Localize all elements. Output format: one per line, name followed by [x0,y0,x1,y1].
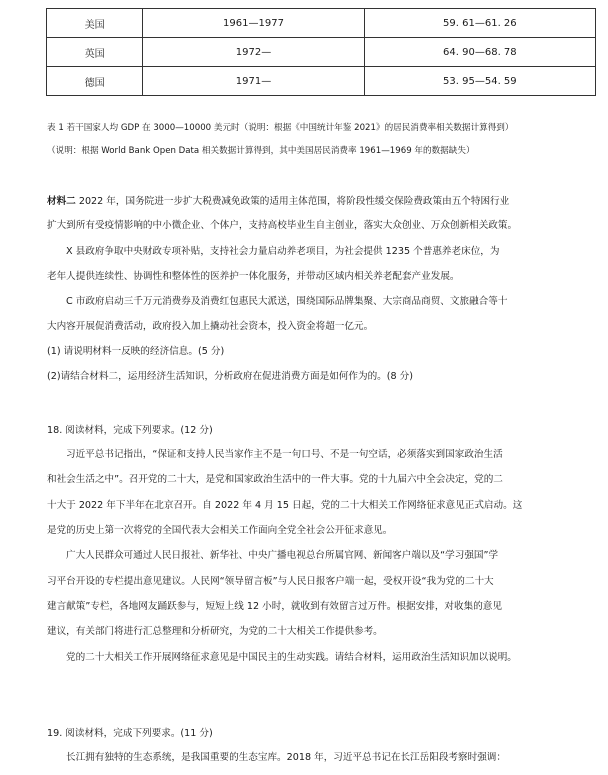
material-label: 材料二 [47,196,76,207]
q18-title: 18. 阅读材料，完成下列要求。(12 分) [47,425,213,436]
paragraph-line: 广大人民群众可通过人民日报社、新华社、中央广播电视总台所属官网、新闻客户端以及“学习强国”学 [66,550,499,561]
question-2: (2)请结合材料二，运用经济生活知识，分析政府在促进消费方面是如何作为的。(8 分) [47,371,414,382]
years-cell: 1972— [143,38,364,67]
country-cell: 德国 [47,67,143,96]
paragraph-line: 是党的历史上第一次将党的全国代表大会相关工作面向全党全社会公开征求意见。 [47,525,393,536]
paragraph-line: 扩大到所有受疫情影响的中小微企业、个体户，支持高校毕业生自主创业，落实大众创业、万众创新相关政策。 [47,220,518,231]
question-1: (1) 请说明材料一反映的经济信息。(5 分) [47,346,225,357]
paragraph-line: 建议，有关部门将进行汇总整理和分析研究，为党的二十大相关工作提供参考。 [47,626,383,637]
paragraph-line: 习近平总书记指出，“保证和支持人民当家作主不是一句口号、不是一句空话，必须落实到国家政治生活 [66,449,503,460]
paragraph-line: 习平台开设的专栏提出意见建议。人民网“领导留言板”与人民日报客户端一起，受权开设“我为党的二十大 [47,576,494,587]
q18-question: 党的二十大相关工作开展网络征求意见是中国民主的生动实践。请结合材料，运用政治生活知识加以说明。 [66,652,517,663]
paragraph-line: 和社会生活之中”。召开党的二十大，是党和国家政治生活中的一件大事。党的十九届六中全会决定，党的二 [47,474,503,485]
country-cell: 英国 [47,38,143,67]
paragraph-text: 2022 年，国务院进一步扩大税费减免政策的适用主体范围，将阶段性缓交保险费政策由五个特困行业 [78,196,510,207]
paragraph-line: 大内容开展促消费活动，政府投入加上撬动社会资本，投入资金将超一亿元。 [47,321,374,332]
table-caption: 表 1 若干国家人均 GDP 在 3000—10000 美元时（说明：根据《中国统计年鉴 2021》的居民消费率相关数据计算得到） [47,123,514,133]
range-cell: 53. 95—54. 59 [364,67,595,96]
range-cell: 59. 61—61. 26 [364,9,595,38]
consumption-rate-table [46,8,596,96]
paragraph-line: X 县政府争取中央财政专项补贴，支持社会力量启动养老项目，为社会提供 1235 个普惠养老床位，为 [66,246,500,257]
years-cell: 1961—1977 [143,9,364,38]
paragraph-line: 老年人提供连续性、协调性和整体性的医养护一体化服务，并带动区域内相关养老配套产业发展。 [47,271,460,282]
paragraph-line: C 市政府启动三千万元消费券及消费红包惠民大派送，围绕国际品牌集聚、大宗商品商贸、文旅融合等十 [66,296,508,307]
years-cell: 1971— [143,67,364,96]
table-row [47,9,596,38]
paragraph-line: 建言献策”专栏，各地网友踊跃参与，短短上线 12 小时，就收到有效留言过万件。根据安排，对收集的意见 [47,601,502,612]
range-cell: 64. 90—68. 78 [364,38,595,67]
paragraph-line: 十大于 2022 年下半年在北京召开。自 2022 年 4 月 15 日起，党的二十大相关工作网络征求意见正式启动。这 [47,500,523,511]
table-row [47,38,596,67]
country-cell: 美国 [47,9,143,38]
table-row [47,67,596,96]
paragraph-line: 长江拥有独特的生态系统，是我国重要的生态宝库。2018 年，习近平总书记在长江岳阳段考察时强调： [66,752,506,763]
q19-title: 19. 阅读材料，完成下列要求。(11 分) [47,728,213,739]
table-note: （说明：根据 World Bank Open Data 相关数据计算得到，其中美国居民消费率 1961—1969 年的数据缺失） [47,146,475,156]
material2-paragraph1-line1 [47,195,587,209]
